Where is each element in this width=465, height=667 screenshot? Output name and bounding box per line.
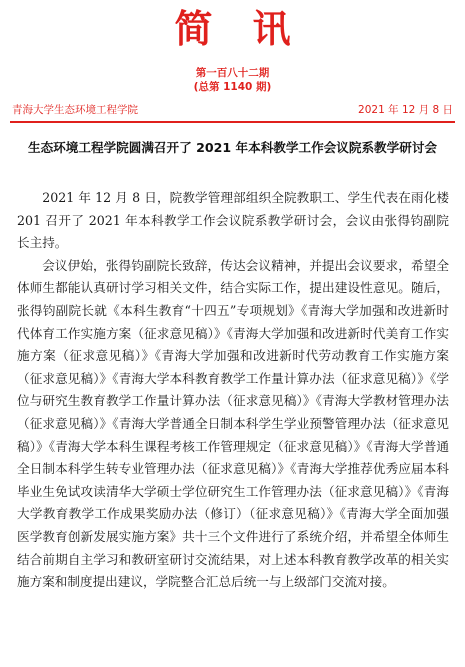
meta-row (12, 103, 453, 117)
article-body (17, 187, 449, 594)
issue-date: 2021 年 12 月 8 日 (358, 104, 453, 116)
newsletter-title: 简讯 (174, 7, 331, 51)
cumulative-issue-number: (总第 1140 期) (193, 81, 272, 93)
header-divider (10, 121, 455, 123)
issue-number: 第一百八十二期 (195, 67, 270, 79)
article-headline: 生态环境工程学院圆满召开了 2021 年本科教学工作会议院系教学研讨会 (27, 140, 438, 155)
article-paragraph: 会议伊始，张得钧副院长致辞，传达会议精神，并提出会议要求，希望全体师生都能认真研讨学习相关文件，结合实际工作，提出建设性意见。随后，张得钧副院长就《本科生教育“十四五”专项规划》《青海大学加强和改进新时代体育工作实施方案（征求意见稿）》《青海大学加强和改进新时代美育工作实施方案（征求意见稿）》《青海大学加强和改进新时代劳动教育工作实施方案（征求意见稿）》《青海大学本科教育教学工作量计算办法（征求意见稿）》《学位与研究生教育教学工作量计算办法（征求意见稿）》《青海大学教材管理办法（征求意见稿）》《青海大学普通全日制本科学生学业预警管理办法（征求意见稿）》《青海大学本科生课程考核工作管理规定（征求意见稿）》《青海大学普通全日制本科学生转专业管理办法（征求意见稿）》《青海大学推荐优秀应届本科毕业生免试攻读清华大学硕士学位研究生工作管理办法（征求意见稿）》《青海大学教育教学工作成果奖励办法（修订）（征求意见稿）》《青海大学全面加强医学教育创新发展实施方案》共十三个文件进行了系统介绍，并希望全体师生结合前期自主学习和教研室研讨交流结果，对上述本科教育教学改革的相关实施方案和制度提出建议，学院整合汇总后统一与上级部门交流对接。 (17, 257, 449, 590)
article-paragraph: 2021 年 12 月 8 日，院教学管理部组织全院教职工、学生代表在雨化楼 201 召开了 2021 年本科教学工作会议院系教学研讨会，会议由张得钧副院长主持。 (17, 190, 449, 251)
organization-name: 青海大学生态环境工程学院 (12, 104, 138, 116)
